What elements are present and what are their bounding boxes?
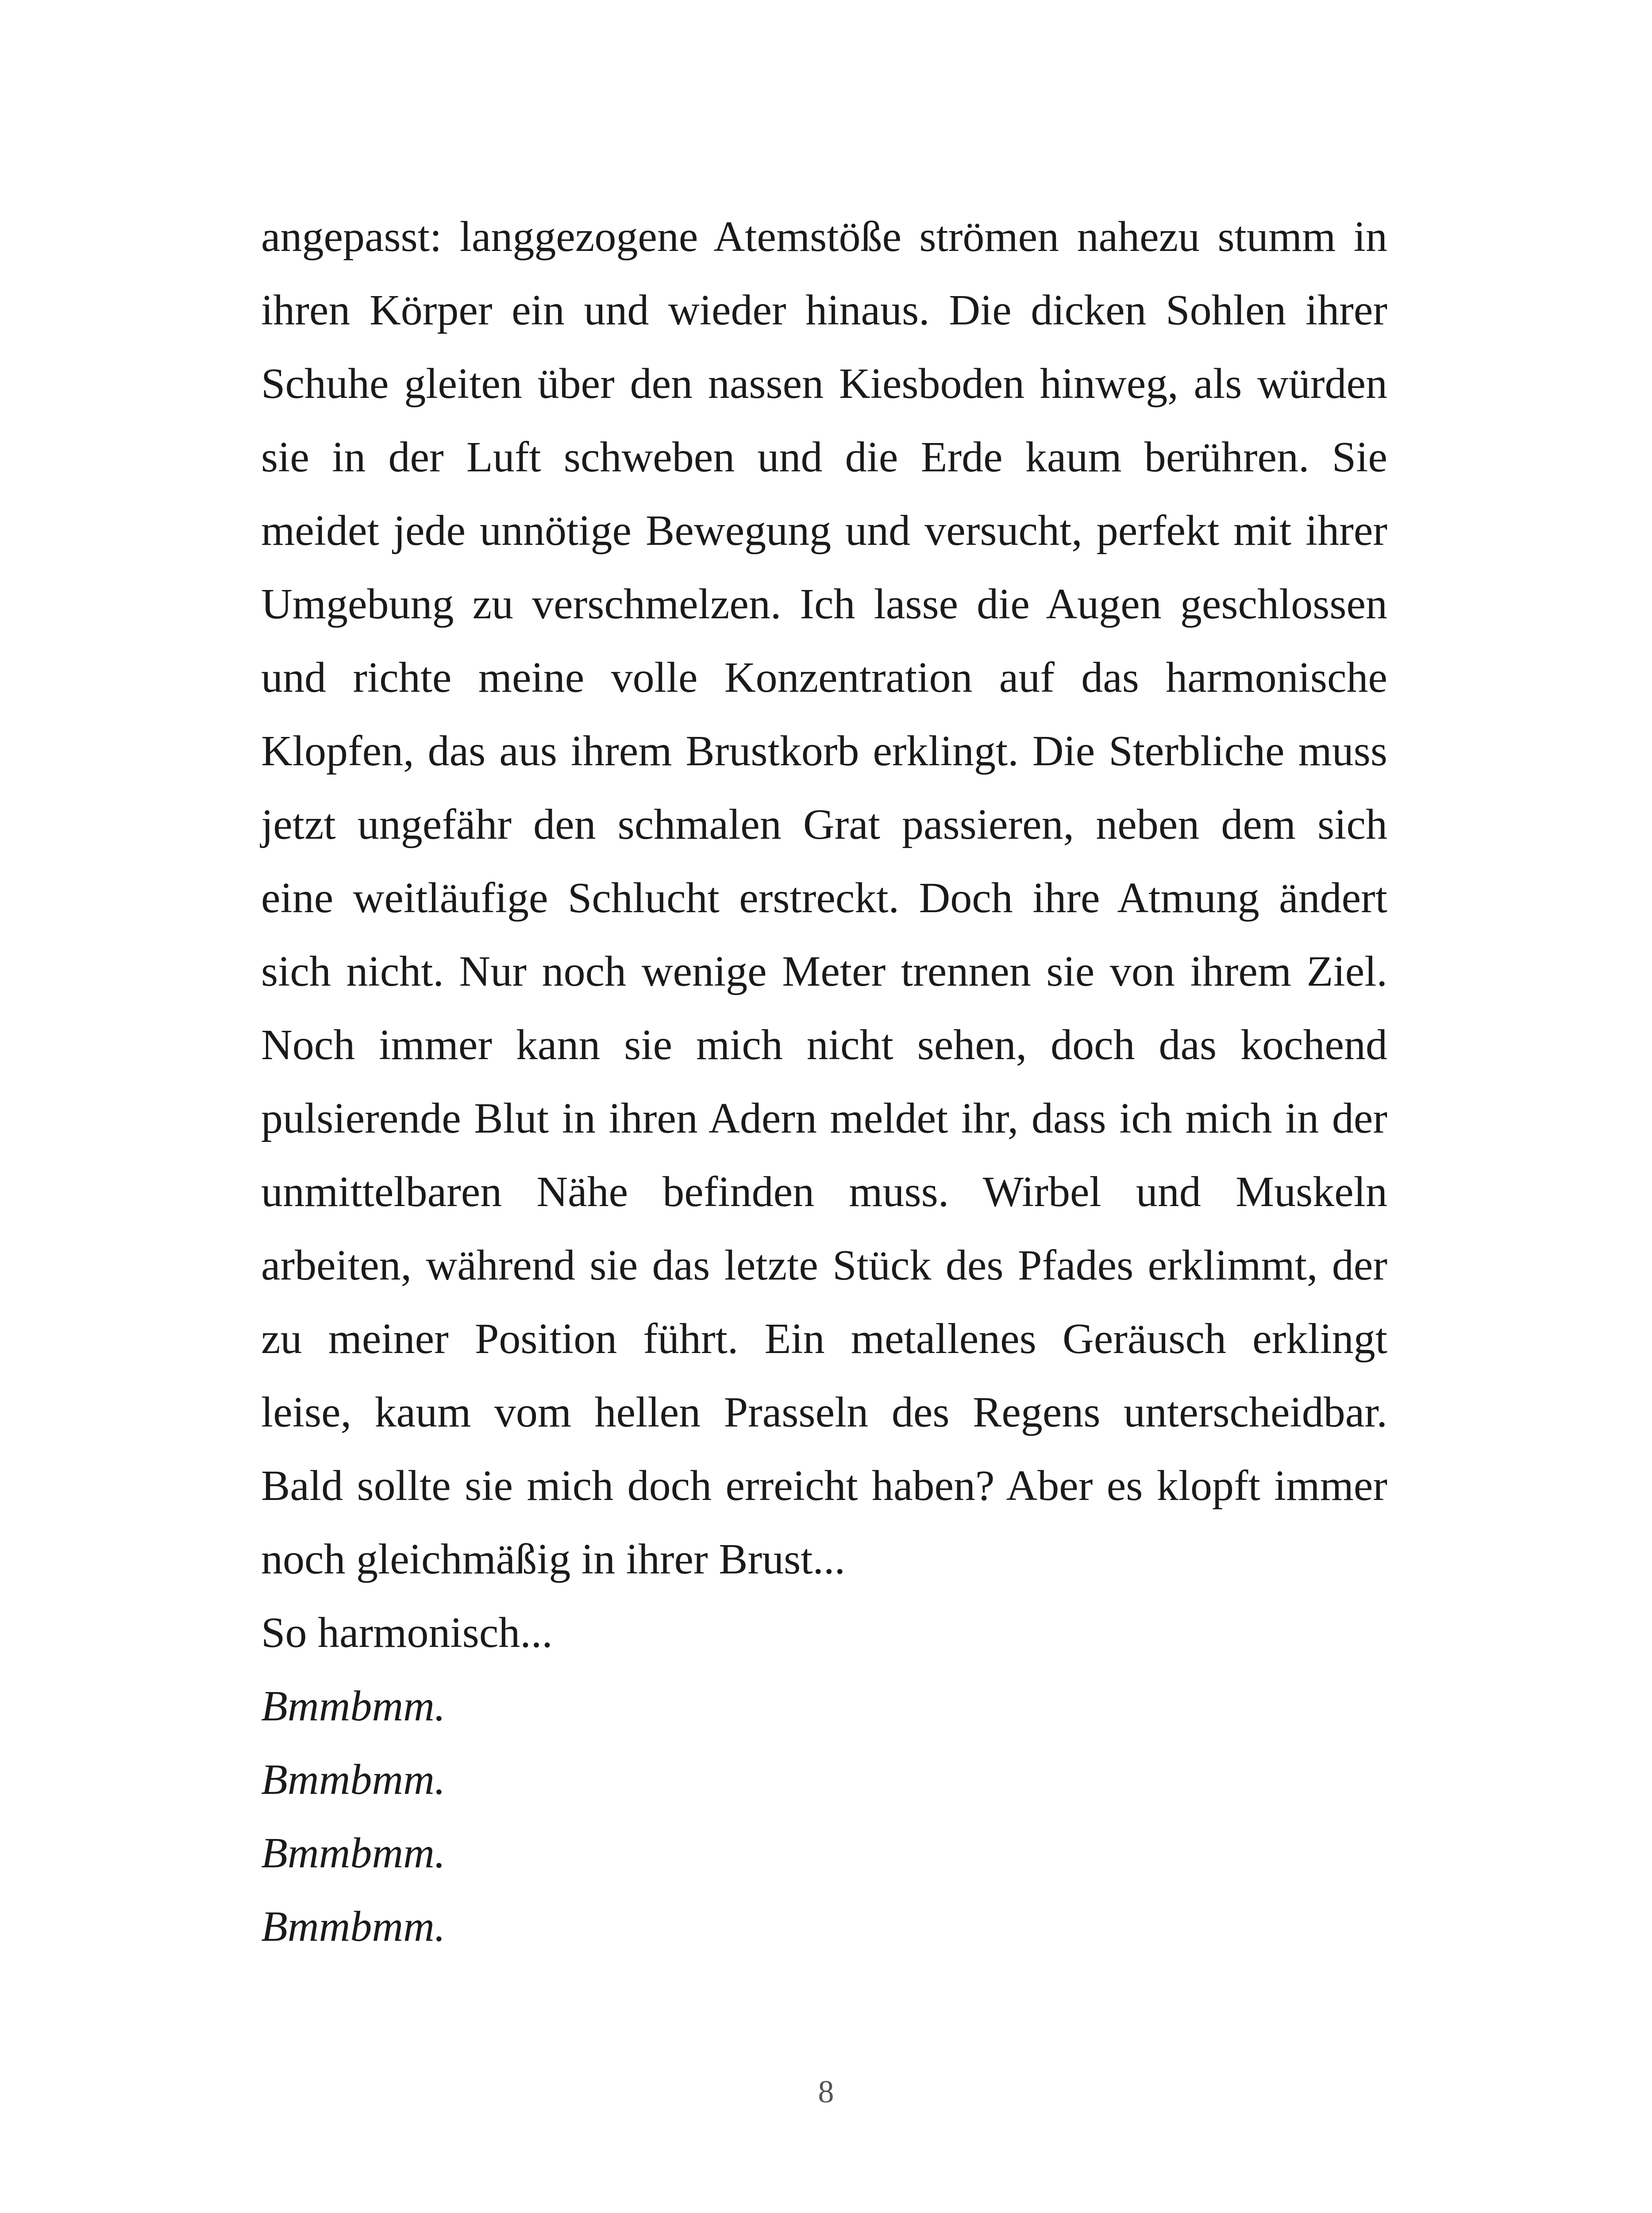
short-line: So harmonisch... [261, 1609, 553, 1657]
paragraph-line: ihren Körper ein und wieder hinaus. Die dicken Sohlen ihrer [261, 286, 1387, 334]
paragraph-line: arbeiten, während sie das letzte Stück des Pfades erklimmt, der [261, 1241, 1387, 1289]
paragraph-line: pulsierende Blut in ihren Adern meldet ihr, dass ich mich in der [261, 1095, 1387, 1142]
paragraph-line: Klopfen, das aus ihrem Brustkorb erklingt. Die Sterbliche muss [261, 727, 1387, 775]
paragraph-line: und richte meine volle Konzentration auf das harmonische [261, 654, 1387, 702]
paragraph-line: zu meiner Position führt. Ein metallenes Geräusch erklingt [261, 1315, 1387, 1363]
page-number: 8 [818, 2074, 834, 2109]
paragraph-line: angepasst: langgezogene Atemstöße strömen nahezu stumm in [261, 213, 1387, 261]
paragraph-line: sich nicht. Nur noch wenige Meter trennen sie von ihrem Ziel. [261, 948, 1387, 995]
paragraph-last-line: noch gleichmäßig in ihrer Brust... [261, 1535, 845, 1583]
italic-line: Bmmbmm. [261, 1756, 446, 1804]
paragraph-line: Schuhe gleiten über den nassen Kiesboden hinweg, als würden [261, 360, 1387, 408]
paragraph-line: sie in der Luft schweben und die Erde kaum berühren. Sie [261, 433, 1387, 481]
paragraph-line: jetzt ungefähr den schmalen Grat passieren, neben dem sich [261, 801, 1387, 848]
paragraph-line: unmittelbaren Nähe befinden muss. Wirbel und Muskeln [261, 1168, 1387, 1216]
italic-line: Bmmbmm. [261, 1682, 446, 1730]
paragraph-line: Noch immer kann sie mich nicht sehen, doch das kochend [261, 1021, 1387, 1069]
body-text [261, 200, 1387, 1963]
italic-line: Bmmbmm. [261, 1903, 446, 1951]
paragraph-line: Bald sollte sie mich doch erreicht haben? Aber es klopft immer [261, 1462, 1387, 1510]
paragraph-line: eine weitläufige Schlucht erstreckt. Doch ihre Atmung ändert [261, 874, 1387, 922]
italic-line: Bmmbmm. [261, 1829, 446, 1877]
paragraph-line: meidet jede unnötige Bewegung und versucht, perfekt mit ihrer [261, 507, 1387, 555]
paragraph-line: Umgebung zu verschmelzen. Ich lasse die Augen geschlossen [261, 580, 1387, 628]
paragraph-line: leise, kaum vom hellen Prasseln des Regens unterscheidbar. [261, 1388, 1387, 1436]
